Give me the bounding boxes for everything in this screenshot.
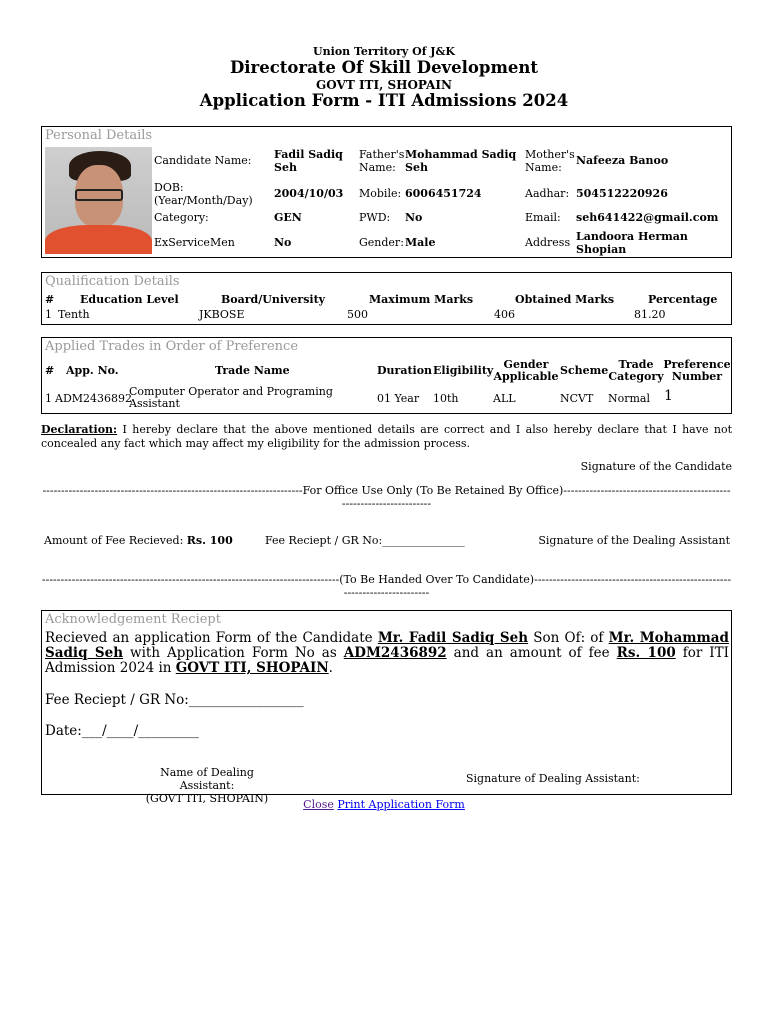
trade-cell: 10th (433, 392, 459, 405)
gender-value: Male (405, 236, 436, 249)
fee-received (44, 534, 233, 547)
father-name-value: Mohammad Sadiq Seh (405, 148, 517, 174)
trade-header: App. No. (66, 364, 119, 377)
declaration-text: I hereby declare that the above mentioned details are correct and I also hereby declare that I have not concealed any fact which may affect my eligibility for the admission process. (41, 423, 732, 450)
office-use-divider: ----------------------------------------------------------------------For Office Use Only (To Be Retained By Office)--------------------------------------------------------------------- (42, 484, 731, 510)
institute-title: GOVT ITI, SHOPAIN (316, 78, 452, 92)
dealing-assistant-name: Name of Dealing Assistant: (GOVT ITI, SHOPAIN) (145, 766, 269, 805)
form-title: Application Form - ITI Admissions 2024 (199, 91, 569, 110)
trades-section (41, 337, 732, 414)
ack-text: Recieved an application Form of the Candidate Mr. Fadil Sadiq Seh Son Of: of Mr. Mohammad Sadiq Seh with Application Form No as ADM2436892 and an amount of fee Rs. 100 for ITI Admission 2024 in GOVT ITI, SHOPAIN. (45, 630, 729, 676)
category-value: GEN (274, 211, 302, 224)
father-name-label: Father's Name: (359, 148, 405, 174)
personal-details-section (41, 126, 732, 258)
qual-cell: JKBOSE (199, 308, 245, 321)
close-link[interactable]: Close (303, 798, 334, 811)
trades-legend: Applied Trades in Order of Preference (45, 339, 299, 354)
mobile-value: 6006451724 (405, 187, 482, 200)
qual-header: Obtained Marks (515, 293, 615, 306)
ack-date-line: Date:___/____/_________ (45, 723, 199, 739)
ack-app-no: ADM2436892 (343, 645, 447, 661)
qual-cell: 500 (347, 308, 368, 321)
ack-receipt-line: Fee Reciept / GR No:_________________ (45, 692, 304, 708)
ack-legend: Acknowledgement Reciept (45, 612, 221, 627)
trade-header: Trade Category (608, 358, 664, 383)
qual-header: Board/University (221, 293, 326, 306)
dob-value: 2004/10/03 (274, 187, 344, 200)
trade-cell: Normal (608, 392, 651, 405)
qualification-legend: Qualification Details (45, 274, 180, 289)
gender-label: Gender: (359, 236, 404, 249)
fee-label: Amount of Fee Recieved: (44, 534, 184, 547)
trade-cell: 1 (664, 388, 673, 404)
trade-header: Eligibility (433, 364, 494, 377)
ack-fee: Rs. 100 (616, 645, 676, 661)
fee-receipt-office: Fee Reciept / GR No:_______________ (265, 534, 465, 547)
trade-header: # (45, 364, 55, 377)
ack-father: Mr. Mohammad Sadiq Seh (45, 630, 729, 661)
exservice-value: No (274, 236, 292, 249)
aadhar-label: Aadhar: (525, 187, 570, 200)
category-label: Category: (154, 211, 209, 224)
dealing-assistant-signature: Signature of the Dealing Assistant (538, 534, 730, 547)
qual-cell: Tenth (58, 308, 90, 321)
trade-header: Trade Name (215, 364, 290, 377)
trade-cell: ALL (493, 392, 516, 405)
candidate-signature: Signature of the Candidate (580, 460, 732, 473)
fee-value: Rs. 100 (186, 534, 233, 547)
trade-cell: NCVT (560, 392, 594, 405)
trade-header: Preference Number (663, 358, 731, 383)
qual-header: Percentage (648, 293, 718, 306)
trade-header: Duration (377, 364, 433, 377)
declaration-label: Declaration: (41, 423, 118, 436)
candidate-name-label: Candidate Name: (154, 154, 252, 167)
email-label: Email: (525, 211, 561, 224)
dealing-assistant-sig-ack: Signature of Dealing Assistant: (466, 772, 640, 785)
qualification-section (41, 272, 732, 325)
ut-title: Union Territory Of J&K (313, 45, 455, 58)
mother-name-value: Nafeeza Banoo (576, 154, 669, 167)
dob-label: DOB: (Year/Month/Day) (154, 181, 253, 207)
trade-cell: Computer Operator and Programing Assistant (129, 385, 333, 410)
exservice-label: ExServiceMen (154, 236, 235, 249)
email-value: seh641422@gmail.com (576, 211, 719, 224)
qual-cell: 81.20 (634, 308, 666, 321)
trade-cell: 01 Year (377, 392, 420, 405)
mother-name-label: Mother's Name: (525, 148, 575, 174)
address-value: Landoora Herman Shopian (576, 230, 688, 256)
candidate-copy-divider: --------------------------------------------------------------------------------(To Be Handed Over To Candidate)---------------------------------------------------------------------------- (41, 573, 732, 599)
mobile-label: Mobile: (359, 187, 402, 200)
trade-header: Gender Applicable (493, 358, 559, 383)
ack-institute: GOVT ITI, SHOPAIN (175, 660, 329, 676)
print-application-link[interactable]: Print Application Form (337, 798, 465, 811)
aadhar-value: 504512220926 (576, 187, 668, 200)
qual-cell: 1 (45, 308, 52, 321)
pwd-value: No (405, 211, 423, 224)
personal-details-legend: Personal Details (45, 128, 153, 143)
candidate-photo (45, 147, 152, 254)
trade-cell: 1 (45, 392, 52, 405)
qual-header: # (45, 293, 55, 306)
candidate-name-value: Fadil Sadiq Seh (274, 148, 343, 174)
declaration (41, 423, 732, 451)
qual-header: Maximum Marks (369, 293, 474, 306)
qual-cell: 406 (494, 308, 515, 321)
trade-cell: ADM2436892 (55, 392, 133, 405)
directorate-title: Directorate Of Skill Development (229, 58, 539, 77)
qual-header: Education Level (80, 293, 179, 306)
footer-links (0, 798, 768, 811)
address-label: Address (525, 236, 571, 249)
trade-header: Scheme (560, 364, 609, 377)
pwd-label: PWD: (359, 211, 391, 224)
ack-candidate: Mr. Fadil Sadiq Seh (377, 630, 529, 646)
